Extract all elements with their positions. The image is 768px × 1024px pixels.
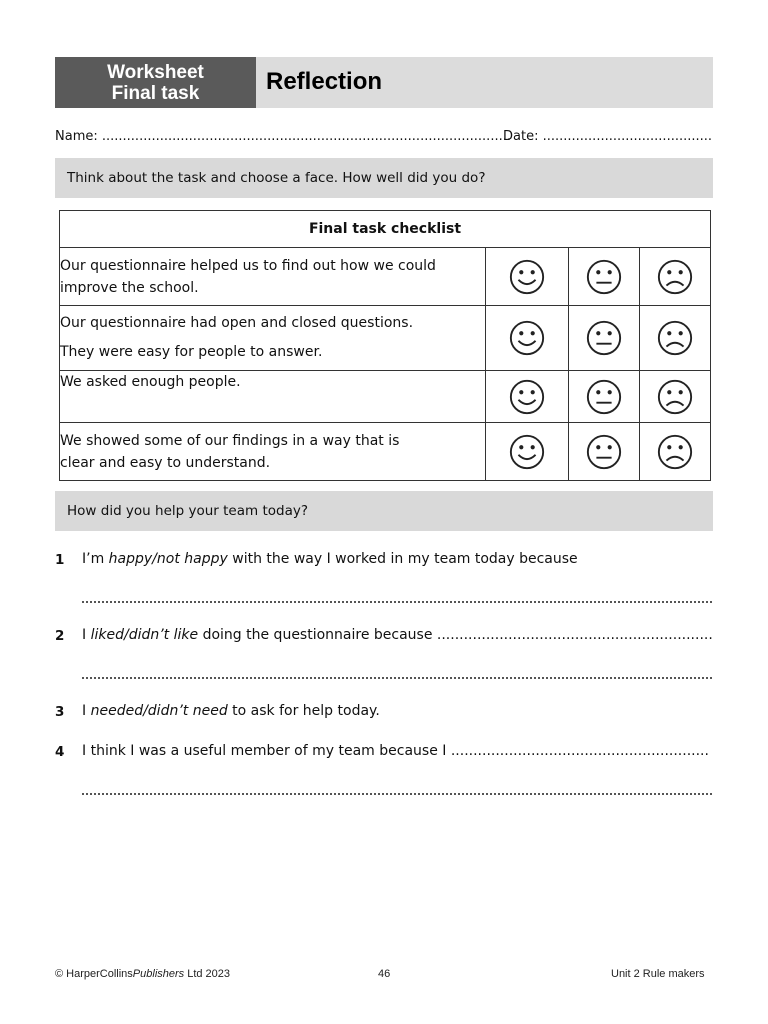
neutral-face-cell[interactable] xyxy=(569,423,640,481)
neutral-face-icon[interactable] xyxy=(585,319,623,357)
happy-face-cell[interactable] xyxy=(486,306,569,371)
checklist-header-row xyxy=(60,211,711,248)
sad-face-icon[interactable] xyxy=(656,378,694,416)
copyright-text: © HarperCollins xyxy=(55,968,133,980)
statement-line: Our questionnaire helped us to find out how we could xyxy=(60,257,436,274)
question-number: 4 xyxy=(55,744,65,760)
checklist-row xyxy=(60,306,711,371)
question-text-part: .......................................................... xyxy=(450,743,709,759)
statement-line: clear and easy to understand. xyxy=(60,454,271,471)
neutral-face-icon[interactable] xyxy=(585,378,623,416)
footer-copyright xyxy=(55,968,230,980)
question-text-part: with the way I worked in my team today because xyxy=(227,551,578,567)
question-text-part: I xyxy=(82,627,91,643)
page-title: Reflection xyxy=(266,68,383,95)
answer-line[interactable] xyxy=(82,677,712,679)
sad-face-cell[interactable] xyxy=(640,248,711,306)
answer-line[interactable] xyxy=(82,601,712,603)
unit-label: Unit 2 Rule makers xyxy=(611,968,705,980)
happy-face-cell[interactable] xyxy=(486,371,569,423)
checklist-row xyxy=(60,248,711,306)
statement-line: They were easy for people to answer. xyxy=(60,344,323,360)
copyright-publisher: Publishers xyxy=(132,968,185,980)
neutral-face-cell[interactable] xyxy=(569,371,640,423)
neutral-face-cell[interactable] xyxy=(569,248,640,306)
instruction-band xyxy=(55,158,713,198)
question-choice: needed/didn’t need xyxy=(90,703,228,719)
checklist-row xyxy=(60,371,711,423)
checklist-statement xyxy=(60,248,486,306)
question-text[interactable] xyxy=(82,627,713,643)
statement-line: improve the school. xyxy=(60,279,199,296)
question-choice: happy/not happy xyxy=(108,551,228,567)
copyright-text: Ltd 2023 xyxy=(184,968,231,980)
question-number: 2 xyxy=(55,628,65,644)
instruction-text: Think about the task and choose a face. How well did you do? xyxy=(67,170,486,186)
statement-line: We asked enough people. xyxy=(60,374,241,390)
question-text-part: I’m xyxy=(82,551,109,567)
checklist-row xyxy=(60,423,711,481)
happy-face-icon[interactable] xyxy=(508,319,546,357)
sad-face-icon[interactable] xyxy=(656,319,694,357)
happy-face-icon[interactable] xyxy=(508,258,546,296)
question-text[interactable] xyxy=(82,743,709,759)
neutral-face-cell[interactable] xyxy=(569,306,640,371)
checklist-table xyxy=(59,210,711,481)
title-band xyxy=(256,57,713,108)
question-choice: liked/didn’t like xyxy=(90,627,199,643)
name-dots[interactable]: ................................................................................................... xyxy=(101,129,511,144)
question-number: 1 xyxy=(55,552,65,568)
checklist-statement xyxy=(60,371,486,423)
sad-face-cell[interactable] xyxy=(640,371,711,423)
sad-face-cell[interactable] xyxy=(640,306,711,371)
happy-face-cell[interactable] xyxy=(486,423,569,481)
sad-face-icon[interactable] xyxy=(656,433,694,471)
statement-line: Our questionnaire had open and closed questions. xyxy=(60,315,414,331)
name-label: Name: xyxy=(55,129,98,144)
date-dots[interactable]: ......................................... xyxy=(542,129,713,144)
checklist-statement xyxy=(60,423,486,481)
question-text xyxy=(82,703,380,719)
answer-line[interactable] xyxy=(82,793,712,795)
happy-face-icon[interactable] xyxy=(508,378,546,416)
neutral-face-icon[interactable] xyxy=(585,433,623,471)
checklist-statement xyxy=(60,306,486,371)
sad-face-icon[interactable] xyxy=(656,258,694,296)
question-text-part: I xyxy=(82,703,91,719)
team-prompt-text: How did you help your team today? xyxy=(67,503,309,519)
page-number: 46 xyxy=(378,968,391,980)
sad-face-cell[interactable] xyxy=(640,423,711,481)
question-text-part: to ask for help today. xyxy=(227,703,380,719)
statement-line: We showed some of our findings in a way that is xyxy=(60,432,400,449)
neutral-face-icon[interactable] xyxy=(585,258,623,296)
name-field[interactable] xyxy=(55,129,511,144)
question-text-part: I think I was a useful member of my team because I xyxy=(82,743,451,759)
checklist-title: Final task checklist xyxy=(60,211,711,248)
happy-face-cell[interactable] xyxy=(486,248,569,306)
question-text xyxy=(82,551,578,567)
badge-line-2: Final task xyxy=(111,82,200,104)
question-text-part: doing the questionnaire because .............................................................. xyxy=(198,627,713,643)
date-label: Date: xyxy=(503,129,539,144)
worksheet-badge xyxy=(55,57,256,108)
happy-face-icon[interactable] xyxy=(508,433,546,471)
team-prompt-band xyxy=(55,491,713,531)
date-field[interactable] xyxy=(503,129,712,144)
badge-line-1: Worksheet xyxy=(107,61,204,83)
question-number: 3 xyxy=(55,704,65,720)
